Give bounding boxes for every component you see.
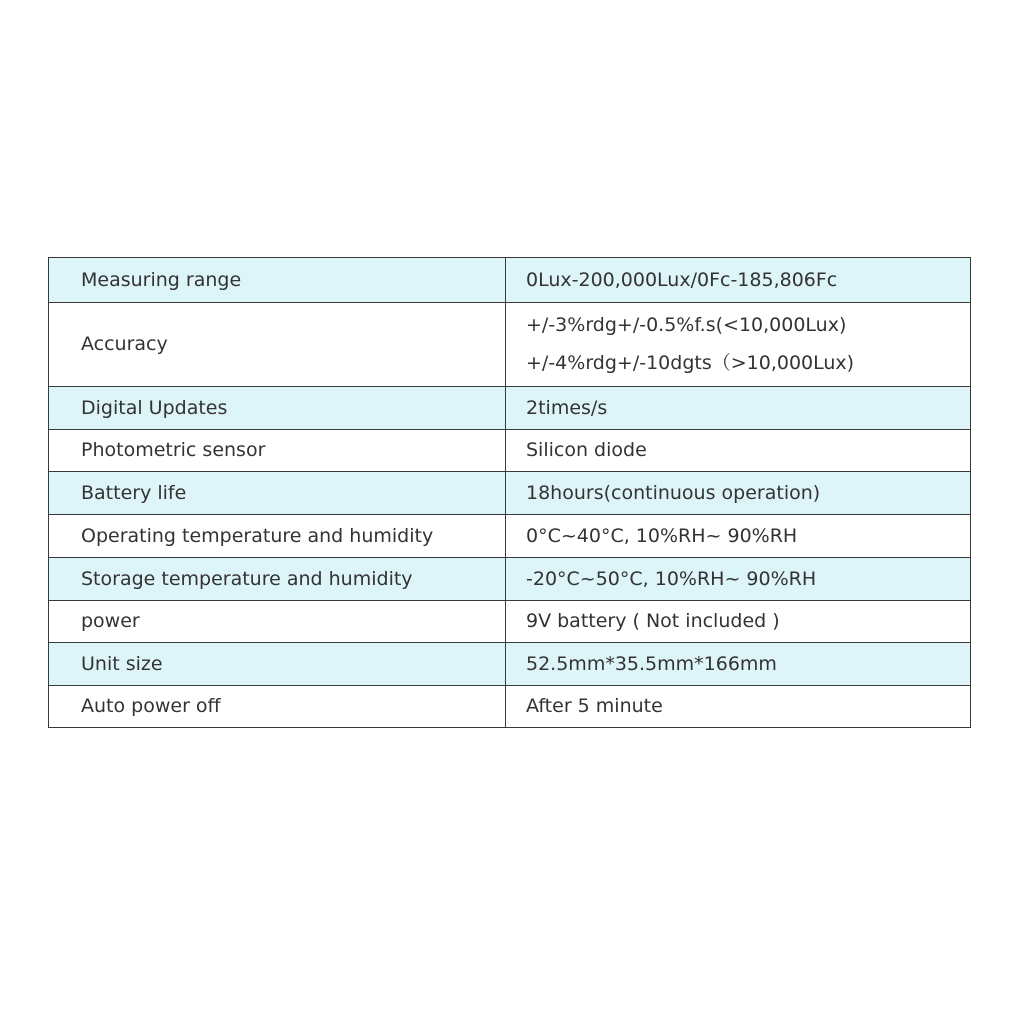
spec-value: 9V battery ( Not included ) [506, 601, 971, 643]
spec-label: power [49, 601, 506, 643]
spec-value [506, 303, 971, 387]
spec-value: 18hours(continuous operation) [506, 472, 971, 515]
spec-value-line: +/-4%rdg+/-10dgts（>10,000Lux) [526, 352, 855, 374]
spec-value: -20°C~50°C, 10%RH~ 90%RH [506, 558, 971, 601]
spec-value: 2times/s [506, 387, 971, 430]
spec-label: Storage temperature and humidity [49, 558, 506, 601]
spec-value-line: +/-3%rdg+/-0.5%f.s(<10,000Lux) [526, 314, 847, 337]
spec-value: Silicon diode [506, 430, 971, 472]
spec-value: 52.5mm*35.5mm*166mm [506, 643, 971, 686]
spec-row-operating-temperature [49, 515, 971, 558]
spec-label: Auto power off [49, 686, 506, 728]
spec-label: Photometric sensor [49, 430, 506, 472]
spec-row-accuracy [49, 303, 971, 387]
spec-row-power [49, 601, 971, 643]
spec-label: Measuring range [49, 258, 506, 303]
spec-label: Accuracy [49, 303, 506, 387]
spec-row-unit-size [49, 643, 971, 686]
spec-row-digital-updates [49, 387, 971, 430]
spec-row-battery-life [49, 472, 971, 515]
spec-label: Operating temperature and humidity [49, 515, 506, 558]
spec-label: Unit size [49, 643, 506, 686]
spec-value: 0Lux-200,000Lux/0Fc-185,806Fc [506, 258, 971, 303]
spec-row-auto-power-off [49, 686, 971, 728]
spec-row-photometric-sensor [49, 430, 971, 472]
spec-label: Digital Updates [49, 387, 506, 430]
spec-value: 0°C~40°C, 10%RH~ 90%RH [506, 515, 971, 558]
specifications-table [48, 257, 971, 728]
spec-row-storage-temperature [49, 558, 971, 601]
spec-row-measuring-range [49, 258, 971, 303]
spec-value: After 5 minute [506, 686, 971, 728]
spec-label: Battery life [49, 472, 506, 515]
